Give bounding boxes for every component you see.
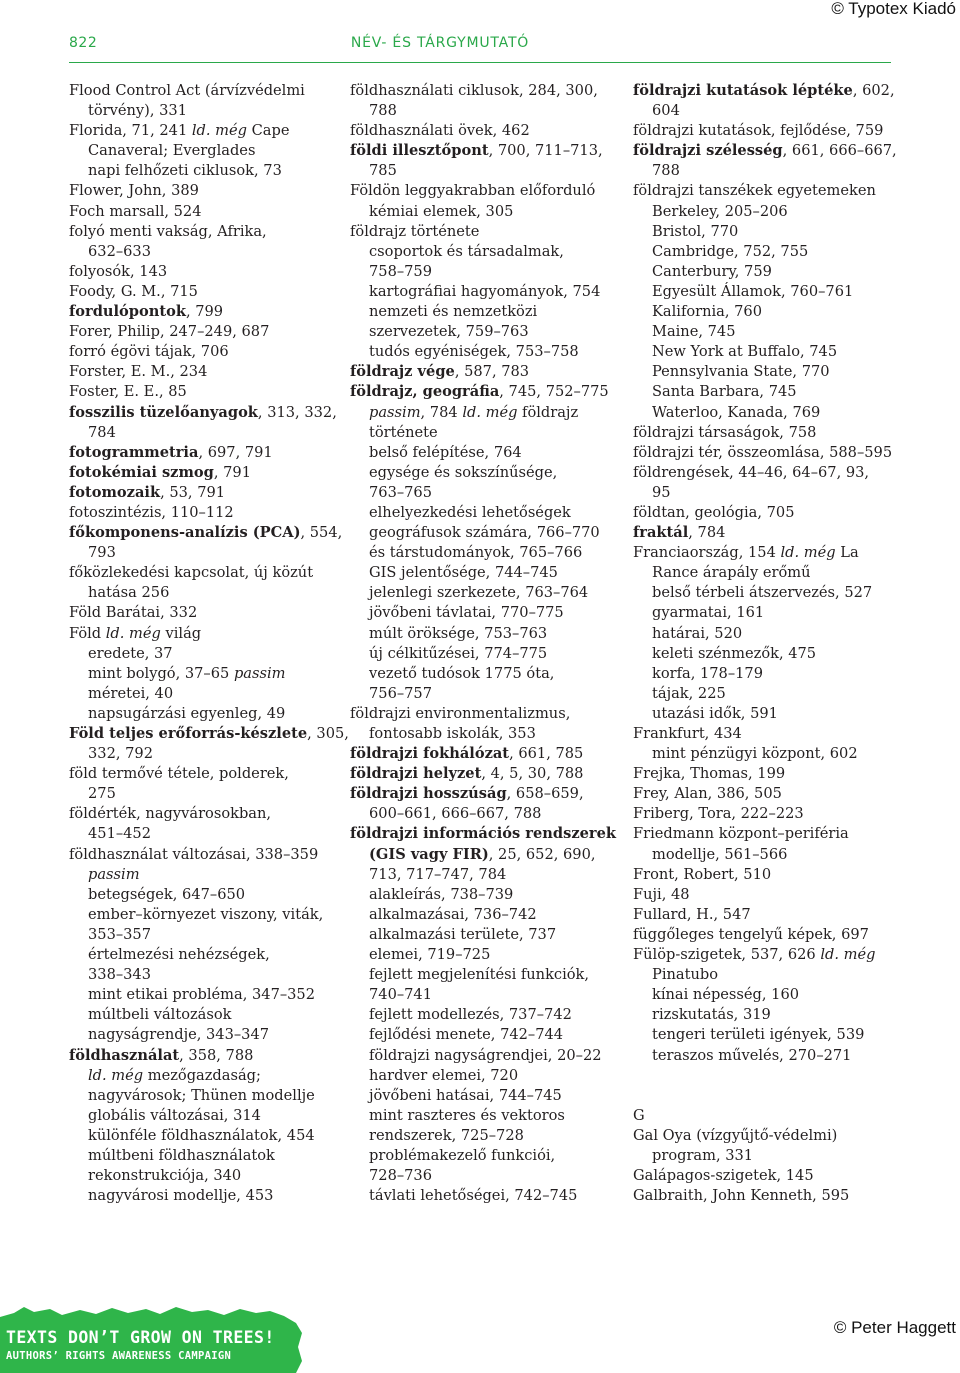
index-entry: [69, 1046, 339, 1066]
index-text: , 658–659,: [506, 785, 584, 803]
index-subentry: mint etikai probléma, 347–352: [88, 986, 316, 1004]
index-entry: főközlekedési kapcsolat, új közút: [69, 564, 314, 582]
index-entry: földrengések, 44–46, 64–67, 93,: [633, 463, 870, 481]
index-entry: Flower, John, 389: [69, 182, 199, 200]
index-subentry: 353–357: [88, 925, 152, 943]
index-entry-continuation: Canaveral; Everglades: [88, 142, 256, 160]
cross-reference: ld. még: [191, 122, 247, 140]
index-text: Cape: [247, 122, 290, 140]
index-entry: Fuji, 48: [633, 885, 690, 903]
index-entry: függőleges tengelyű képek, 697: [633, 925, 869, 943]
index-subentry: Maine, 745: [652, 323, 736, 341]
index-text: földrajz: [517, 403, 579, 421]
index-text: , 784: [420, 403, 463, 421]
index-term: fotokémiai szmog: [69, 463, 214, 481]
index-subentry: problémakezelő funkciói,: [369, 1146, 556, 1164]
index-entry-continuation: fontosabb iskolák, 353: [369, 725, 536, 742]
index-subentry: Canterbury, 759: [652, 262, 772, 280]
index-subentry: teraszos művelés, 270–271: [652, 1046, 852, 1064]
index-entry: földrajzi environmentalizmus,: [350, 704, 571, 722]
index-subentry: jelenlegi szerkezete, 763–764: [369, 584, 589, 602]
index-text: , 697, 791: [198, 443, 273, 461]
index-subentry: belső térbeli átszervezés, 527: [652, 584, 873, 602]
index-subentry: mint raszteres és vektoros: [369, 1106, 565, 1124]
index-subentry: eredete, 37: [88, 644, 173, 662]
index-entry: Galbraith, John Kenneth, 595: [633, 1186, 850, 1204]
banner-subtitle: AUTHORS’ RIGHTS AWARENESS CAMPAIGN: [6, 1350, 232, 1362]
index-subentry: és társtudományok, 765–766: [369, 544, 583, 562]
banner-title: TEXTS DON’T GROW ON TREES!: [6, 1328, 275, 1347]
index-text: , 661, 666–667,: [782, 142, 897, 160]
index-subentry: alkalmazásai, 736–742: [369, 905, 537, 923]
index-subentry: kínai népesség, 160: [652, 986, 800, 1004]
index-subentry: fejlődési menete, 742–744: [369, 1026, 564, 1044]
index-text: , 53, 791: [160, 483, 226, 501]
index-term: fraktál: [633, 524, 689, 542]
index-entry: [69, 443, 339, 463]
index-subentry: elemei, 719–725: [369, 946, 491, 964]
index-entry: [633, 523, 903, 543]
index-entry: [350, 382, 620, 402]
index-subentry: vezető tudósok 1775 óta,: [369, 664, 555, 682]
index-subentry: szervezetek, 759–763: [369, 323, 529, 341]
index-term: földrajzi kutatások léptéke: [633, 82, 853, 99]
index-term: fordulópontok: [69, 303, 186, 321]
index-entry: [69, 121, 339, 141]
index-entry: Frejka, Thomas, 199: [633, 765, 786, 783]
index-subentry: GIS jelentősége, 744–745: [369, 564, 558, 582]
index-subentry: alkalmazási területe, 737: [369, 925, 557, 943]
index-entry: [69, 463, 339, 483]
index-subentry: alakleírás, 738–739: [369, 885, 514, 903]
index-text: Florida, 71, 241: [69, 122, 192, 140]
index-text: , 25, 652, 690,: [488, 845, 596, 863]
page-number: 822: [69, 35, 98, 51]
index-entry: Forster, E. M., 234: [69, 363, 208, 381]
index-subentry: [69, 664, 339, 684]
index-text: , 305,: [307, 725, 349, 742]
campaign-banner: [0, 1303, 330, 1373]
index-entry: [69, 403, 339, 423]
index-entry-continuation: modellje, 561–566: [652, 845, 788, 863]
index-entry-continuation: 713, 717–747, 784: [369, 865, 507, 883]
index-subentry: utazási idők, 591: [652, 704, 778, 722]
index-entry: Foster, E. E., 85: [69, 383, 187, 401]
cross-reference: passim: [369, 403, 421, 421]
index-subentry: egysége és sokszínűsége,: [369, 463, 558, 481]
index-subentry: geográfusok számára, 766–770: [369, 524, 600, 542]
index-text: világ: [160, 624, 202, 642]
index-column-3: [633, 81, 903, 1206]
index-subentry: Pennsylvania State, 770: [652, 363, 830, 381]
index-entry-continuation: kémiai elemek, 305: [369, 202, 514, 220]
index-entry-continuation: 788: [652, 162, 680, 180]
index-subentry: távlati lehetőségei, 742–745: [369, 1187, 578, 1205]
index-term: földhasználat: [69, 1046, 180, 1064]
index-entry: [350, 824, 620, 844]
index-subentry: 756–757: [369, 684, 433, 702]
index-entry: földhasználati ciklusok, 284, 300,: [350, 82, 598, 99]
index-entry: [350, 744, 620, 764]
index-subentry: méretei, 40: [88, 684, 174, 702]
index-entry-continuation: nagyvárosok; Thünen modellje: [88, 1086, 315, 1104]
index-entry: földrajzi tér, összeomlása, 588–595: [633, 443, 893, 461]
index-subentry: múltbeli változások: [88, 1006, 232, 1024]
index-entry: [69, 724, 349, 744]
running-head: NÉV- ÉS TÁRGYMUTATÓ: [350, 35, 530, 51]
index-subentry: kartográfiai hagyományok, 754: [369, 282, 601, 300]
index-text: , 4, 5, 30, 788: [481, 765, 584, 783]
index-entry: föld termővé tétele, polderek,: [69, 765, 289, 783]
index-subentry: korfa, 178–179: [652, 664, 763, 682]
cross-reference: passim: [233, 664, 286, 682]
index-entry-continuation: 95: [652, 483, 671, 501]
index-entry: [350, 764, 620, 784]
index-text: , 554,: [300, 524, 343, 542]
index-entry-continuation: 600–661, 666–667, 788: [369, 805, 542, 823]
index-entry-continuation: [69, 865, 339, 885]
index-entry: Friberg, Tora, 222–223: [633, 805, 804, 823]
index-text: , 358, 788: [179, 1046, 254, 1064]
copyright-notice-bottom: © Peter Haggett: [833, 1318, 956, 1337]
index-text: , 745, 752–775: [499, 383, 609, 401]
index-entry: forró égövi tájak, 706: [69, 343, 229, 361]
index-text: , 602,: [852, 82, 895, 99]
index-entry: Gal Oya (vízgyűjtő-védelmi): [633, 1126, 838, 1144]
index-subentry: nagyságrendje, 343–347: [88, 1026, 270, 1044]
index-column-2: [350, 81, 620, 1206]
index-entry-continuation: Rance árapály erőmű: [652, 564, 811, 582]
index-text: , 313, 332,: [257, 403, 337, 421]
index-subentry: rendszerek, 725–728: [369, 1126, 524, 1144]
index-term: földrajzi fokhálózat: [350, 745, 510, 763]
index-entry: folyosók, 143: [69, 262, 168, 280]
index-term: (GIS vagy FIR): [369, 845, 489, 863]
index-entry: földérték, nagyvárosokban,: [69, 805, 272, 823]
index-entry: Frankfurt, 434: [633, 725, 742, 742]
index-subentry: fejlett modellezés, 737–742: [369, 1006, 572, 1024]
index-text: , 700, 711–713,: [488, 142, 603, 160]
index-subentry: földrajzi nagyságrendjei, 20–22: [369, 1046, 602, 1064]
index-term: Föld teljes erőforrás-készlete: [69, 725, 308, 742]
cross-reference: ld. még: [820, 946, 876, 964]
index-subentry: határai, 520: [652, 624, 743, 642]
index-term: földrajz vége: [350, 363, 455, 381]
cross-reference: ld. még: [88, 1066, 144, 1084]
index-entry: [633, 543, 903, 563]
index-entry: [350, 362, 620, 382]
index-term: földrajzi szélesség: [633, 142, 783, 160]
index-subentry: rizskutatás, 319: [652, 1006, 771, 1024]
index-term: földrajzi helyzet: [350, 765, 482, 783]
index-column-1: [69, 81, 349, 1206]
index-entry-continuation: [350, 403, 620, 423]
index-entry-continuation: 788: [369, 102, 397, 120]
cross-reference: ld. még: [780, 544, 836, 562]
index-subentry: 763–765: [369, 483, 433, 501]
index-entry-continuation: 784: [88, 423, 116, 441]
index-entry: [633, 945, 903, 965]
index-entry: Forer, Philip, 247–249, 687: [69, 323, 270, 341]
index-subentry: 338–343: [88, 966, 152, 984]
index-entry: földtan, geológia, 705: [633, 503, 795, 521]
index-entry: G: [633, 1106, 645, 1124]
section-gap: [633, 1066, 903, 1106]
index-entry: [69, 302, 339, 322]
index-text: mint bolygó, 37–65: [88, 664, 234, 682]
index-entry-continuation: 632–633: [88, 242, 152, 260]
index-subentry: Bristol, 770: [652, 222, 739, 240]
index-subentry: múlt öröksége, 753–763: [369, 624, 548, 642]
index-term: fotogrammetria: [69, 443, 199, 461]
index-subentry: belső felépítése, 764: [369, 443, 522, 461]
index-subentry: globális változásai, 314: [88, 1106, 261, 1124]
index-entry: földhasználat változásai, 338–359: [69, 845, 319, 863]
index-entry: [350, 784, 620, 804]
index-subentry: ember–környezet viszony, viták,: [88, 905, 324, 923]
index-entry: Flood Control Act (árvízvédelmi: [69, 82, 305, 99]
cross-reference: ld. még: [105, 624, 161, 642]
index-subentry: 728–736: [369, 1167, 433, 1185]
index-subentry: értelmezési nehézségek,: [88, 946, 270, 964]
index-text: mezőgazdaság;: [143, 1066, 261, 1084]
index-subentry: nagyvárosi modellje, 453: [88, 1187, 274, 1205]
index-entry: [633, 141, 903, 161]
index-entry: földrajzi társaságok, 758: [633, 423, 817, 441]
index-entry: [69, 624, 339, 644]
index-text: , 661, 785: [509, 745, 584, 763]
index-subentry: Egyesült Államok, 760–761: [652, 282, 854, 300]
index-entry-continuation: 785: [369, 162, 397, 180]
index-entry: földrajzi kutatások, fejlődése, 759: [633, 122, 884, 140]
index-entry-continuation: napi felhőzeti ciklusok, 73: [88, 162, 282, 180]
index-entry-continuation: története: [369, 423, 438, 441]
index-subentry: New York at Buffalo, 745: [652, 343, 838, 361]
index-subentry: Waterloo, Kanada, 769: [652, 403, 821, 421]
index-entry: [69, 483, 339, 503]
index-text: Fülöp-szigetek, 537, 626: [633, 946, 821, 964]
index-subentry: különféle földhasználatok, 454: [88, 1126, 315, 1144]
index-entry-continuation: [350, 845, 620, 865]
index-subentry: hardver elemei, 720: [369, 1066, 519, 1084]
index-entry: [69, 523, 343, 543]
index-subentry: tudós egyéniségek, 753–758: [369, 343, 579, 361]
index-text: , 791: [213, 463, 251, 481]
index-entry: földhasználati övek, 462: [350, 122, 530, 140]
cross-reference: ld. még: [462, 403, 518, 421]
index-term: földrajzi információs rendszerek: [350, 825, 616, 843]
index-subentry: Berkeley, 205–206: [652, 202, 788, 220]
index-subentry: elhelyezkedési lehetőségek: [369, 503, 571, 521]
index-term: földrajz, geográfia: [350, 383, 500, 401]
index-subentry: napsugárzási egyenleg, 49: [88, 704, 286, 722]
index-entry: Földön leggyakrabban előforduló: [350, 182, 596, 200]
index-entry-continuation: 451–452: [88, 825, 152, 843]
index-entry-continuation: Pinatubo: [652, 966, 718, 984]
index-text: , 799: [185, 303, 224, 321]
index-text: , 784: [688, 524, 726, 542]
index-entry-continuation: 604: [652, 102, 680, 120]
index-entry: Fullard, H., 547: [633, 905, 751, 923]
index-subentry: nemzeti és nemzetközi: [369, 303, 538, 321]
index-subentry: jövőbeni távlatai, 770–775: [369, 604, 564, 622]
index-subentry: keleti szénmezők, 475: [652, 644, 817, 662]
index-entry-continuation: 332, 792: [88, 745, 153, 763]
index-subentry: Santa Barbara, 745: [652, 383, 797, 401]
index-term: földi illesztőpont: [350, 142, 489, 160]
index-subentry: rekonstrukciója, 340: [88, 1167, 242, 1185]
index-entry-continuation: program, 331: [652, 1146, 754, 1164]
index-entry: Foody, G. M., 715: [69, 282, 198, 300]
index-entry: [350, 141, 620, 161]
header-rule: [69, 62, 891, 63]
index-subentry: Kalifornia, 760: [652, 303, 763, 321]
index-subentry: 740–741: [369, 986, 433, 1004]
copyright-notice-top: © Typotex Kiadó: [831, 0, 956, 18]
index-subentry: új célkitűzései, 774–775: [369, 644, 548, 662]
index-entry: Frey, Alan, 386, 505: [633, 785, 782, 803]
index-text: Franciaország, 154: [633, 544, 781, 562]
index-term: főkomponens-analízis (PCA): [69, 524, 301, 542]
index-subentry: betegségek, 647–650: [88, 885, 246, 903]
index-entry: földrajzi tanszékek egyetemeken: [633, 182, 876, 200]
index-entry: Friedmann központ–periféria: [633, 825, 849, 843]
index-subentry: tengeri területi igények, 539: [652, 1026, 865, 1044]
index-entry-continuation: [69, 1066, 339, 1086]
index-entry: fotoszintézis, 110–112: [69, 503, 234, 521]
index-term: fosszilis tüzelőanyagok: [69, 403, 258, 421]
index-term: fotomozaik: [69, 483, 161, 501]
index-entry-continuation: hatása 256: [88, 584, 170, 602]
index-entry: földrajz története: [350, 222, 480, 240]
index-entry: folyó menti vakság, Afrika,: [69, 222, 267, 240]
index-term: földrajzi hosszúság: [350, 785, 507, 803]
index-subentry: 758–759: [369, 262, 433, 280]
cross-reference: passim: [88, 865, 140, 883]
index-entry: Galápagos-szigetek, 145: [633, 1166, 814, 1184]
index-text: , 587, 783: [454, 363, 530, 381]
index-subentry: Cambridge, 752, 755: [652, 242, 809, 260]
index-entry: [633, 81, 903, 101]
index-entry-continuation: 793: [88, 544, 116, 562]
index-text: La: [835, 544, 859, 562]
index-subentry: csoportok és társadalmak,: [369, 242, 564, 260]
index-subentry: mint pénzügyi központ, 602: [652, 745, 858, 763]
index-subentry: gyarmatai, 161: [652, 604, 765, 622]
index-entry: Front, Robert, 510: [633, 865, 772, 883]
index-entry-continuation: törvény), 331: [88, 102, 187, 120]
index-subentry: jövőbeni hatásai, 744–745: [369, 1086, 562, 1104]
index-subentry: fejlett megjelenítési funkciók,: [369, 966, 590, 984]
index-entry-continuation: 275: [88, 785, 116, 803]
index-subentry: tájak, 225: [652, 684, 726, 702]
index-entry: Foch marsall, 524: [69, 202, 202, 220]
index-subentry: múltbeni földhasználatok: [88, 1146, 275, 1164]
index-entry: Föld Barátai, 332: [69, 604, 198, 622]
index-text: Föld: [69, 624, 106, 642]
